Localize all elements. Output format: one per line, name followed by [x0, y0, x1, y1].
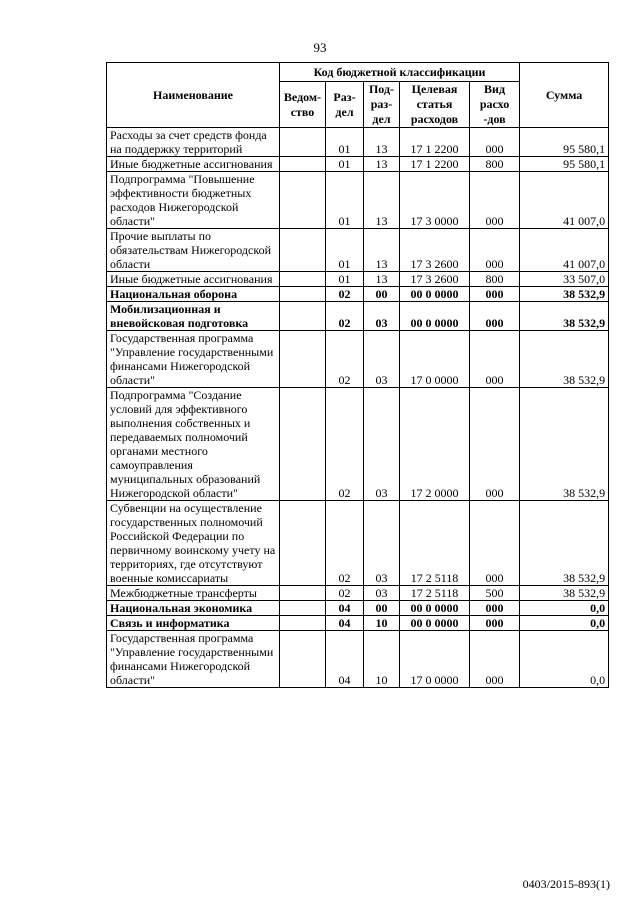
cell-name: Национальная оборона [107, 287, 280, 302]
cell-sum: 0,0 [520, 616, 609, 631]
cell-name: Субвенции на осуществление государственных полномочий Российской Федерации по первичному воинскому учету на территориях, где отсутствуют военные комиссариаты [107, 501, 280, 586]
cell-sum: 0,0 [520, 631, 609, 688]
cell-sum: 33 507,0 [520, 272, 609, 287]
header-podrazdel: Под-раз-дел [364, 82, 400, 128]
cell-razdel: 01 [326, 272, 364, 287]
cell-sum: 38 532,9 [520, 388, 609, 501]
cell-podrazdel: 13 [364, 229, 400, 272]
table-row [107, 172, 609, 229]
header-razdel: Раз-дел [326, 82, 364, 128]
cell-name: Межбюджетные трансферты [107, 586, 280, 601]
table-row [107, 229, 609, 272]
cell-razdel: 02 [326, 302, 364, 331]
cell-sum: 0,0 [520, 601, 609, 616]
cell-target: 00 0 0000 [400, 601, 470, 616]
cell-podrazdel: 03 [364, 388, 400, 501]
cell-vedomstvo [280, 601, 326, 616]
table-row [107, 331, 609, 388]
cell-sum: 95 580,1 [520, 128, 609, 157]
cell-target: 17 3 0000 [400, 172, 470, 229]
cell-sum: 38 532,9 [520, 287, 609, 302]
cell-vid: 000 [470, 302, 520, 331]
cell-sum: 38 532,9 [520, 501, 609, 586]
cell-name: Связь и информатика [107, 616, 280, 631]
cell-vid: 000 [470, 128, 520, 157]
cell-vedomstvo [280, 388, 326, 501]
cell-razdel: 04 [326, 631, 364, 688]
table-row [107, 586, 609, 601]
cell-sum: 41 007,0 [520, 172, 609, 229]
table-row [107, 616, 609, 631]
cell-razdel: 02 [326, 586, 364, 601]
cell-vedomstvo [280, 272, 326, 287]
cell-vedomstvo [280, 331, 326, 388]
cell-razdel: 02 [326, 501, 364, 586]
cell-name: Национальная экономика [107, 601, 280, 616]
cell-target: 00 0 0000 [400, 302, 470, 331]
cell-name: Иные бюджетные ассигнования [107, 272, 280, 287]
table-row [107, 601, 609, 616]
cell-vedomstvo [280, 501, 326, 586]
cell-vedomstvo [280, 616, 326, 631]
cell-vedomstvo [280, 128, 326, 157]
cell-podrazdel: 03 [364, 586, 400, 601]
cell-target: 17 2 5118 [400, 501, 470, 586]
cell-vedomstvo [280, 287, 326, 302]
cell-vid: 000 [470, 229, 520, 272]
cell-podrazdel: 03 [364, 501, 400, 586]
header-target: Целевая статья расходов [400, 82, 470, 128]
cell-target: 17 2 5118 [400, 586, 470, 601]
table-row [107, 631, 609, 688]
table-row [107, 272, 609, 287]
table-row [107, 287, 609, 302]
cell-name: Иные бюджетные ассигнования [107, 157, 280, 172]
cell-podrazdel: 10 [364, 631, 400, 688]
cell-razdel: 02 [326, 331, 364, 388]
cell-name: Государственная программа "Управление государственными финансами Нижегородской области" [107, 631, 280, 688]
cell-name: Подпрограмма "Создание условий для эффективного выполнения собственных и передаваемых полномочий органами местного самоуправления муниципальных образований Нижегородской области" [107, 388, 280, 501]
header-vid: Вид расхо -дов [470, 82, 520, 128]
cell-razdel: 02 [326, 388, 364, 501]
cell-podrazdel: 03 [364, 331, 400, 388]
cell-vid: 000 [470, 331, 520, 388]
cell-vid: 000 [470, 616, 520, 631]
cell-name: Прочие выплаты по обязательствам Нижегородской области [107, 229, 280, 272]
cell-razdel: 02 [326, 287, 364, 302]
cell-podrazdel: 13 [364, 128, 400, 157]
cell-target: 17 3 2600 [400, 229, 470, 272]
cell-target: 17 0 0000 [400, 631, 470, 688]
cell-vid: 000 [470, 601, 520, 616]
cell-sum: 38 532,9 [520, 331, 609, 388]
cell-vid: 500 [470, 586, 520, 601]
cell-sum: 38 532,9 [520, 586, 609, 601]
cell-name: Подпрограмма "Повышение эффективности бюджетных расходов Нижегородской области" [107, 172, 280, 229]
header-vedomstvo: Ведом-ство [280, 82, 326, 128]
cell-podrazdel: 13 [364, 172, 400, 229]
cell-sum: 38 532,9 [520, 302, 609, 331]
cell-vedomstvo [280, 157, 326, 172]
page-number: 93 [313, 40, 327, 55]
table-row [107, 302, 609, 331]
cell-target: 00 0 0000 [400, 616, 470, 631]
cell-vedomstvo [280, 302, 326, 331]
cell-vedomstvo [280, 586, 326, 601]
cell-vedomstvo [280, 172, 326, 229]
budget-table [106, 62, 609, 688]
document-code: 0403/2015-893(1) [522, 877, 610, 891]
cell-razdel: 01 [326, 229, 364, 272]
cell-razdel: 04 [326, 601, 364, 616]
cell-razdel: 01 [326, 172, 364, 229]
cell-razdel: 04 [326, 616, 364, 631]
cell-podrazdel: 00 [364, 287, 400, 302]
table-row [107, 388, 609, 501]
cell-podrazdel: 00 [364, 601, 400, 616]
cell-vid: 800 [470, 157, 520, 172]
cell-podrazdel: 13 [364, 157, 400, 172]
cell-target: 17 1 2200 [400, 157, 470, 172]
cell-name: Мобилизационная и вневойсковая подготовка [107, 302, 280, 331]
cell-razdel: 01 [326, 157, 364, 172]
table-row [107, 128, 609, 157]
cell-target: 17 2 0000 [400, 388, 470, 501]
cell-vid: 000 [470, 501, 520, 586]
cell-podrazdel: 03 [364, 302, 400, 331]
cell-vid: 000 [470, 287, 520, 302]
table-row [107, 501, 609, 586]
cell-podrazdel: 10 [364, 616, 400, 631]
cell-sum: 41 007,0 [520, 229, 609, 272]
cell-sum: 95 580,1 [520, 157, 609, 172]
cell-name: Государственная программа "Управление государственными финансами Нижегородской области" [107, 331, 280, 388]
cell-target: 17 3 2600 [400, 272, 470, 287]
cell-vid: 000 [470, 172, 520, 229]
cell-target: 17 0 0000 [400, 331, 470, 388]
cell-vid: 800 [470, 272, 520, 287]
table-body [107, 128, 609, 688]
cell-podrazdel: 13 [364, 272, 400, 287]
cell-vid: 000 [470, 631, 520, 688]
header-name: Наименование [107, 63, 280, 128]
cell-vedomstvo [280, 229, 326, 272]
cell-target: 00 0 0000 [400, 287, 470, 302]
table-row [107, 157, 609, 172]
cell-vedomstvo [280, 631, 326, 688]
cell-target: 17 1 2200 [400, 128, 470, 157]
cell-vid: 000 [470, 388, 520, 501]
header-sum: Сумма [520, 63, 609, 128]
cell-name: Расходы за счет средств фонда на поддержку территорий [107, 128, 280, 157]
cell-razdel: 01 [326, 128, 364, 157]
header-code-group: Код бюджетной классификации [280, 63, 520, 82]
